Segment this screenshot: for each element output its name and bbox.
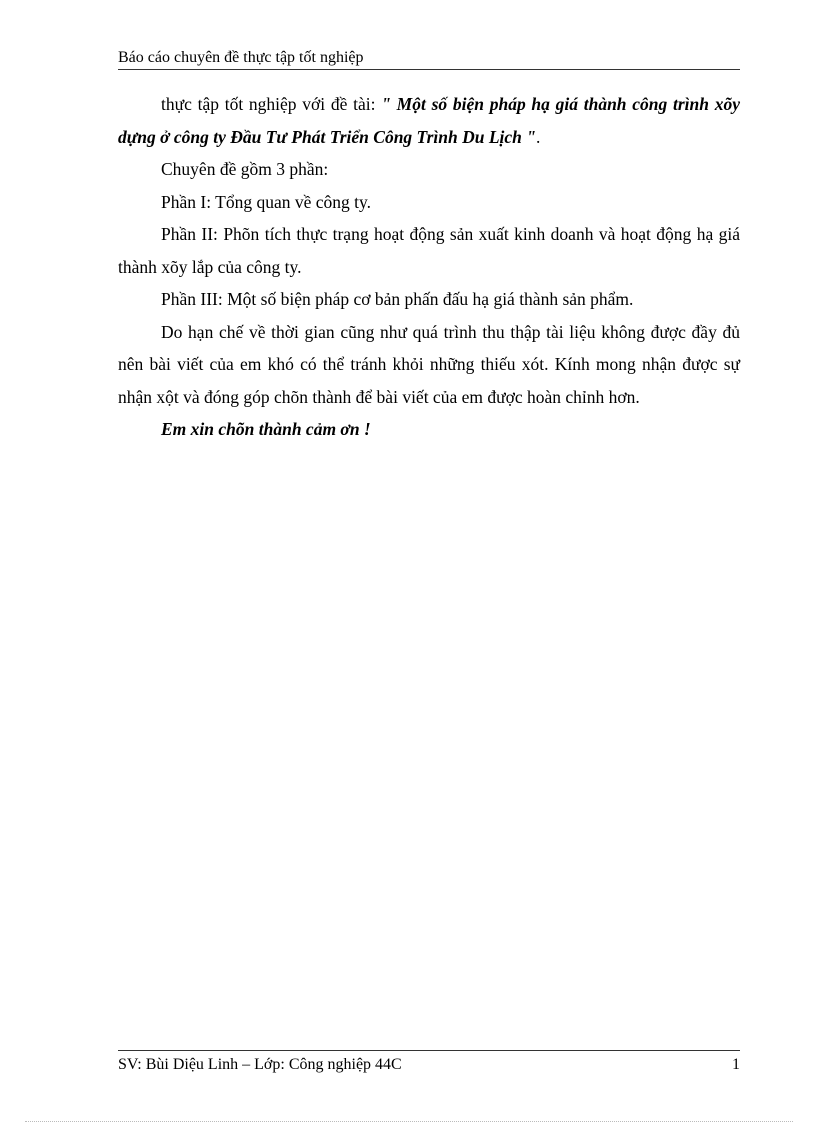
document-body xyxy=(118,88,740,446)
page-number: 1 xyxy=(732,1056,740,1073)
paragraph-structure: Chuyên đề gồm 3 phần: xyxy=(161,159,329,179)
page-boundary xyxy=(25,1121,793,1122)
header-title: Báo cáo chuyên đề thực tập tốt nghiệp xyxy=(118,49,364,66)
page-header xyxy=(118,48,740,70)
paragraph-part-2: Phần II: Phõn tích thực trạng hoạt động sản xuất kinh doanh và hoạt động hạ giá thành xõy lắp của công ty. xyxy=(118,224,740,277)
topic-title: " Một số biện pháp hạ giá thành công trình xõy dựng ở công ty Đầu Tư Phát Triển Công Trình Du Lịch " xyxy=(118,94,740,147)
page-footer xyxy=(118,1055,740,1075)
paragraph-apology: Do hạn chế về thời gian cũng như quá trình thu thập tài liệu không được đầy đủ nên bài viết của em khó có thể tránh khỏi những thiếu xót. Kính mong nhận được sự nhận xột và đóng góp chõn thành để bài viết của em được hoàn chỉnh hơn. xyxy=(118,321,740,407)
paragraph-topic xyxy=(118,88,740,153)
footer-student: SV: Bùi Diệu Linh – Lớp: Công nghiệp 44C xyxy=(118,1056,402,1073)
topic-suffix: . xyxy=(536,126,541,147)
footer-divider xyxy=(118,1050,740,1051)
paragraph-thanks: Em xin chõn thành cảm ơn ! xyxy=(161,419,371,439)
paragraph-part-3: Phần III: Một số biện pháp cơ bản phấn đấu hạ giá thành sản phẩm. xyxy=(161,289,634,309)
topic-prefix: thực tập tốt nghiệp với đề tài: xyxy=(161,94,382,114)
paragraph-part-1: Phần I: Tổng quan về công ty. xyxy=(161,191,371,212)
